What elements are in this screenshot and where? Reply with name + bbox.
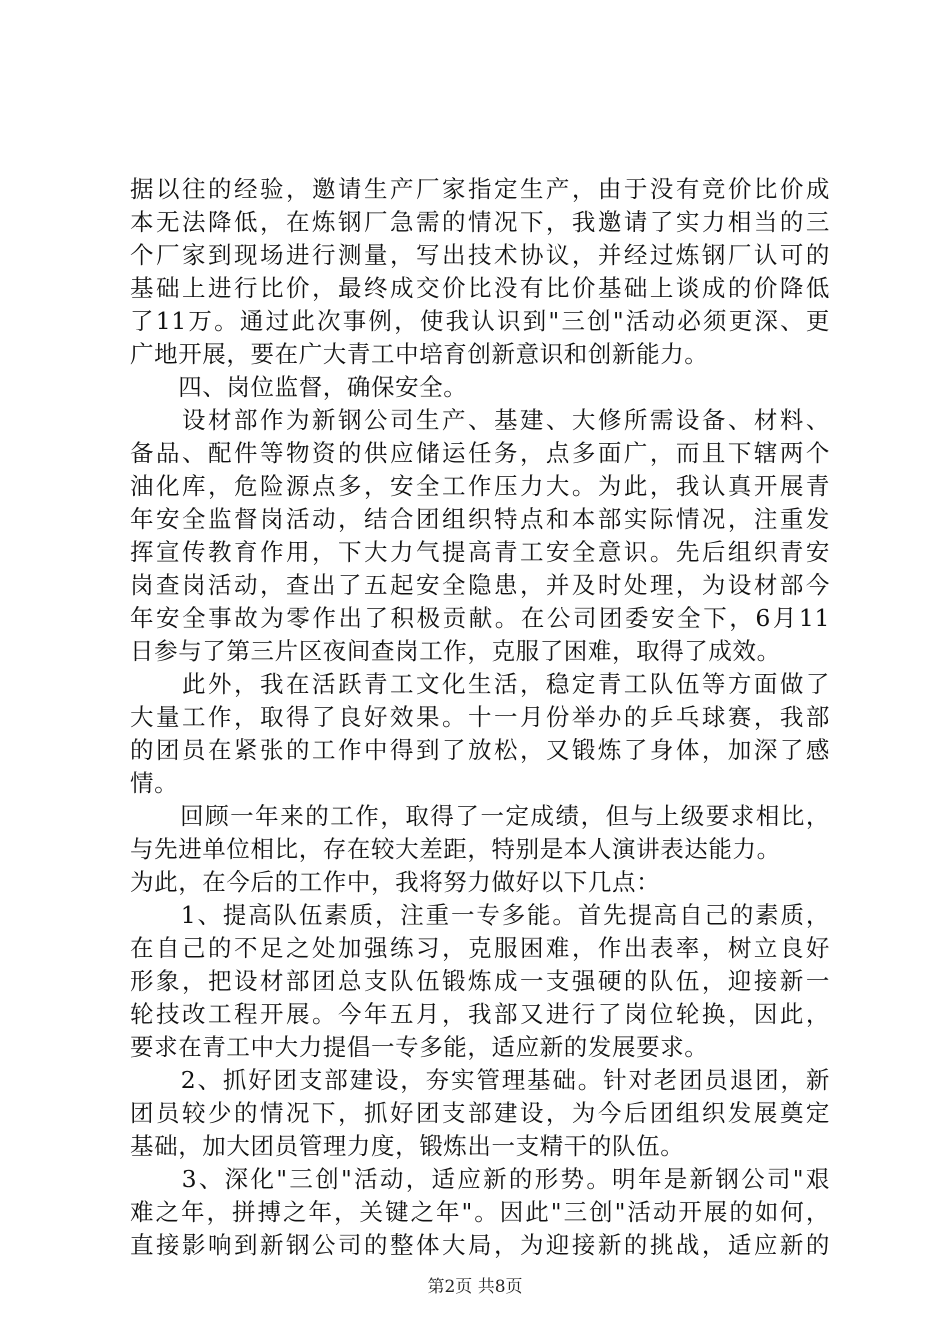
text-line: 直接影响到新钢公司的整体大局，为迎接新的挑战，适应新的: [130, 1231, 830, 1259]
text-line: 据以往的经验，邀请生产厂家指定生产，由于没有竞价比价成: [130, 175, 830, 203]
text-line: 2、抓好团支部建设，夯实管理基础。针对老团员退团，新: [130, 1066, 830, 1094]
text-line: 要求在青工中大力提倡一专多能，适应新的发展要求。: [130, 1033, 709, 1061]
text-line: 情。: [130, 769, 179, 797]
text-line: 的团员在紧张的工作中得到了放松，又锻炼了身体，加深了感: [130, 736, 830, 764]
text-line: 个厂家到现场进行测量，写出技术协议，并经过炼钢厂认可的: [130, 241, 830, 269]
document-body: [130, 173, 830, 1262]
text-line: 年安全监督岗活动，结合团组织特点和本部实际情况，注重发: [130, 505, 830, 533]
text-line: 备品、配件等物资的供应储运任务，点多面广，而且下辖两个: [130, 439, 830, 467]
text-line: 岗查岗活动，查出了五起安全隐患，并及时处理，为设材部今: [130, 571, 830, 599]
text-line: 基础上进行比价，最终成交价比没有比价基础上谈成的价降低: [130, 274, 830, 302]
text-line: 挥宣传教育作用，下大力气提高青工安全意识。先后组织青安: [130, 538, 830, 566]
text-line: 设材部作为新钢公司生产、基建、大修所需设备、材料、: [130, 406, 830, 434]
text-line: 大量工作，取得了良好效果。十一月份举办的乒乓球赛，我部: [130, 703, 830, 731]
page-number: 第2页 共8页: [427, 1277, 523, 1297]
text-line: 难之年，拼搏之年，关键之年"。因此"三创"活动开展的如何，: [130, 1198, 830, 1226]
text-line: 在自己的不足之处加强练习，克服困难，作出表率，树立良好: [130, 934, 830, 962]
text-line: 本无法降低，在炼钢厂急需的情况下，我邀请了实力相当的三: [130, 208, 830, 236]
text-line: 轮技改工程开展。今年五月，我部又进行了岗位轮换，因此，: [130, 1000, 830, 1028]
text-line: 基础，加大团员管理力度，锻炼出一支精干的队伍。: [130, 1132, 685, 1160]
text-line: 为此，在今后的工作中，我将努力做好以下几点：: [130, 868, 661, 896]
text-line: 3、深化"三创"活动，适应新的形势。明年是新钢公司"艰: [130, 1165, 830, 1193]
text-line: 此外，我在活跃青工文化生活，稳定青工队伍等方面做了: [130, 670, 830, 698]
text-line: 形象，把设材部团总支队伍锻炼成一支强硬的队伍，迎接新一: [130, 967, 830, 995]
text-line: 团员较少的情况下，抓好团支部建设，为今后团组织发展奠定: [130, 1099, 830, 1127]
section-heading: 四、岗位监督，确保安全。: [130, 373, 468, 401]
text-line: 广地开展，要在广大青工中培育创新意识和创新能力。: [130, 340, 709, 368]
text-line: 日参与了第三片区夜间查岗工作，克服了困难，取得了成效。: [130, 637, 781, 665]
text-line: 回顾一年来的工作，取得了一定成绩，但与上级要求相比，: [130, 802, 830, 830]
text-line: 1、提高队伍素质，注重一专多能。首先提高自己的素质，: [130, 901, 830, 929]
text-line: 年安全事故为零作出了积极贡献。在公司团委安全下，6月11: [130, 604, 830, 632]
text-line: 油化库，危险源点多，安全工作压力大。为此，我认真开展青: [130, 472, 830, 500]
text-line: 与先进单位相比，存在较大差距，特别是本人演讲表达能力。: [130, 835, 781, 863]
text-line: 了11万。通过此次事例，使我认识到"三创"活动必须更深、更: [130, 307, 830, 335]
